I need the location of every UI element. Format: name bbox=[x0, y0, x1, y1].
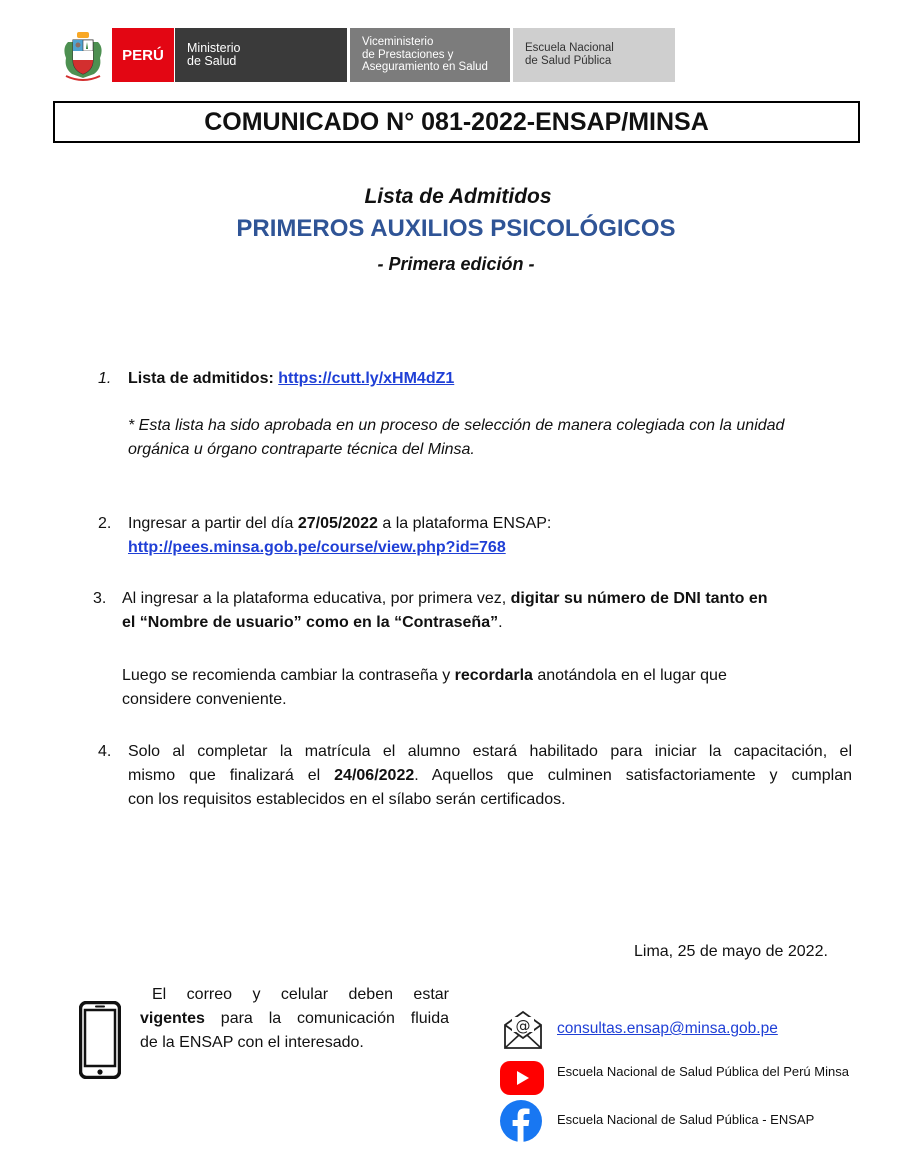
subtitle-course: PRIMEROS AUXILIOS PSICOLÓGICOS bbox=[236, 215, 676, 242]
facebook-icon[interactable] bbox=[500, 1100, 542, 1142]
item-3-line2 bbox=[122, 611, 768, 635]
vice-line1: Viceministerio bbox=[362, 36, 434, 49]
item-3-line1 bbox=[122, 587, 768, 611]
footer-note-bold: vigentes bbox=[140, 1010, 205, 1027]
item-4-line1: Solo al completar la matrícula el alumno estará habilitado para iniciar la capacitación, el bbox=[128, 743, 852, 760]
ministry-line2: de Salud bbox=[187, 54, 237, 68]
footer-note-line2-rest: para la comunicación fluida bbox=[204, 1010, 449, 1027]
vice-ministry-label bbox=[350, 28, 510, 82]
item-4-number: 4. bbox=[98, 743, 112, 760]
item-4 bbox=[128, 740, 852, 812]
school-label bbox=[513, 28, 675, 82]
item-1-note-line1: * Esta lista ha sido aprobada en un proceso de selección de manera colegiada con la unidad bbox=[128, 417, 785, 434]
item-3-text-a: Al ingresar a la plataforma educativa, por primera vez, bbox=[122, 590, 511, 607]
item-2 bbox=[128, 512, 551, 560]
peru-label: PERÚ bbox=[112, 28, 175, 82]
item-3-p2-b: anotándola en el lugar que bbox=[532, 667, 727, 684]
item-1-note-line2: orgánica u órgano contraparte técnica del Minsa. bbox=[128, 441, 475, 458]
item-3-p2-a: Luego se recomienda cambiar la contraseña y bbox=[122, 667, 455, 684]
item-3-bold-b: el “Nombre de usuario” como en la “Contraseña” bbox=[122, 614, 499, 631]
ministry-line1: Ministerio bbox=[187, 41, 241, 55]
item-3-p2-bold: recordarla bbox=[454, 667, 533, 684]
item-4-line2-b: . Aquellos que culminen satisfactoriamente y cumplan bbox=[414, 767, 852, 784]
item-2-line1 bbox=[128, 512, 551, 536]
item-3-p2-c: considere conveniente. bbox=[122, 691, 287, 708]
item-4-end-date: 24/06/2022 bbox=[334, 767, 415, 784]
item-3 bbox=[122, 587, 768, 635]
item-3-p2-line1 bbox=[122, 664, 727, 688]
footer-note-line3: de la ENSAP con el interesado. bbox=[140, 1034, 364, 1051]
subtitle-edition: - Primera edición - bbox=[377, 254, 535, 274]
item-2-number: 2. bbox=[98, 515, 112, 532]
footer-note bbox=[140, 983, 449, 1055]
platform-link[interactable]: http://pees.minsa.gob.pe/course/view.php?id=768 bbox=[128, 539, 506, 556]
school-line2: de Salud Pública bbox=[525, 55, 612, 67]
institution-header bbox=[60, 28, 675, 82]
item-2-text-a: Ingresar a partir del día bbox=[128, 515, 298, 532]
email-icon bbox=[502, 1009, 544, 1051]
school-line1: Escuela Nacional bbox=[525, 42, 614, 54]
facebook-page-label[interactable]: Escuela Nacional de Salud Pública - ENSAP bbox=[557, 1112, 815, 1127]
item-3-recommendation bbox=[122, 664, 727, 712]
item-2-date: 27/05/2022 bbox=[297, 515, 378, 532]
footer-note-line1: El correo y celular deben estar bbox=[152, 986, 449, 1003]
youtube-icon[interactable] bbox=[500, 1061, 544, 1095]
item-1-note bbox=[128, 414, 784, 462]
coat-of-arms-icon bbox=[60, 28, 106, 82]
item-1-label: Lista de admitidos: bbox=[128, 370, 274, 387]
item-1-number: 1. bbox=[98, 370, 112, 387]
item-4-line2 bbox=[128, 764, 852, 788]
item-2-text-b: a la plataforma ENSAP: bbox=[377, 515, 552, 532]
mobile-phone-icon bbox=[79, 1001, 121, 1079]
youtube-channel-label[interactable]: Escuela Nacional de Salud Pública del Perú Minsa bbox=[557, 1064, 849, 1079]
ministry-label bbox=[175, 28, 347, 82]
contact-email-link[interactable]: consultas.ensap@minsa.gob.pe bbox=[557, 1020, 778, 1037]
footer-note-line2 bbox=[140, 1007, 449, 1031]
item-3-bold-a: digitar su número de DNI tanto en bbox=[510, 590, 768, 607]
vice-line3: Aseguramiento en Salud bbox=[362, 61, 488, 74]
svg-text:@: @ bbox=[515, 1017, 531, 1035]
item-4-line3: con los requisitos establecidos en el sílabo serán certificados. bbox=[128, 791, 566, 808]
item-4-line2-a: mismo que finalizará el bbox=[128, 767, 335, 784]
item-1 bbox=[128, 367, 454, 391]
item-3-number: 3. bbox=[93, 590, 107, 607]
vice-line2: de Prestaciones y bbox=[362, 48, 454, 61]
document-title: COMUNICADO N° 081-2022-ENSAP/MINSA bbox=[53, 101, 860, 143]
subtitle-list: Lista de Admitidos bbox=[364, 185, 552, 208]
item-3-text-b: . bbox=[498, 614, 503, 631]
admitted-list-link[interactable]: https://cutt.ly/xHM4dZ1 bbox=[278, 370, 455, 387]
place-date: Lima, 25 de mayo de 2022. bbox=[634, 943, 828, 960]
